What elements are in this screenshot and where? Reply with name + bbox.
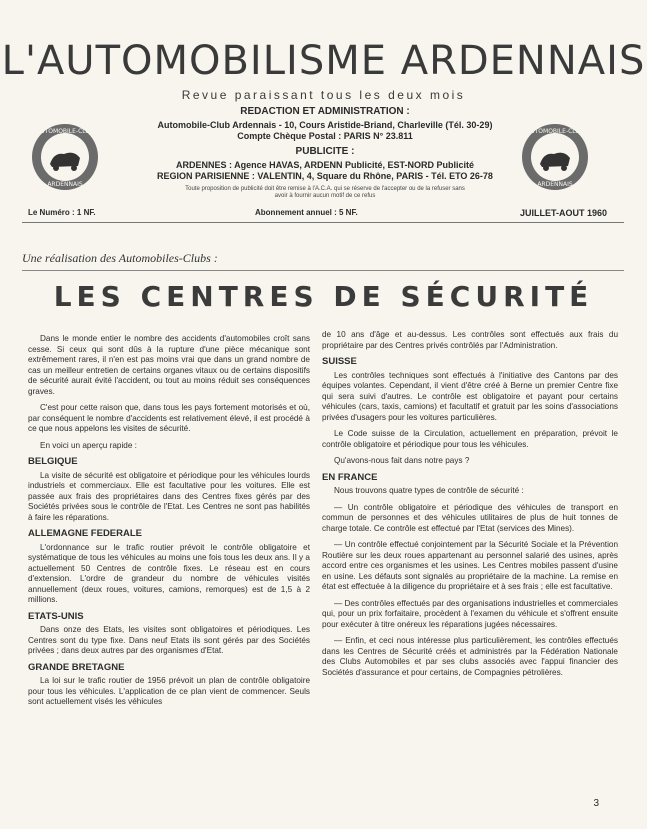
paragraph: — Un contrôle effectué conjointement par la Sécurité Sociale et la Prévention Routière sur les deux roues appartenant au personnel salarié des usines, après accord entre ces organismes et les usines. Les Centres mobiles passent d'usine en usine. Les défauts sont signalés au propriétaire de la machine. La remise en état est effectuée à la diligence du propriétaire et à ses frais ; elle est facultative.	[322, 540, 618, 591]
publicite-ardennes: ARDENNES : Agence HAVAS, ARDENN Publicité, EST-NORD Publicité	[175, 160, 475, 170]
club-emblem-right	[520, 122, 590, 192]
article-column-right	[322, 330, 618, 684]
emblem-text-bottom: ARDENNAIS	[537, 181, 573, 188]
postal-cheque: Compte Chèque Postal : PARIS N° 23.811	[237, 131, 413, 141]
section-heading: BELGIQUE	[28, 456, 78, 467]
paragraph: C'est pour cette raison que, dans tous les pays fortement motorisés et où, par conséquent le nombre d'accidents est relativement élevé, il est procédé à ce que nous appelons les visites de sécurité.	[28, 403, 310, 433]
paragraph: Nous trouvons quatre types de contrôle de sécurité :	[334, 486, 524, 495]
paragraph: Qu'avons-nous fait dans notre pays ?	[334, 456, 470, 465]
paragraph: — Enfin, et ceci nous intéresse plus particulièrement, les contrôles effectués dans les Centres de Sécurité créés et administrés par la Fédération Nationale des Clubs Automobiles et par ses clubs associés avec l'appui financier des Sociétés d'assurance et pour certains, de Compagnies pétrolières.	[322, 636, 618, 677]
paragraph: Dans onze des Etats, les visites sont obligatoires et périodiques. Les Centres sont du type fixe. Dans neuf Etats ils sont gérés par des Sociétés privées ; dans deux autres par des organismes d'Etat.	[28, 625, 310, 655]
section-heading: ALLEMAGNE FEDERALE	[28, 528, 142, 539]
kicker-divider	[22, 270, 624, 271]
emblem-text-top: AUTOMOBILE-CLUB	[36, 128, 94, 135]
paragraph: de 10 ans d'âge et au-dessus. Les contrôles sont effectués aux frais du propriétaire par des Centres privés contrôlés par l'Administration.	[322, 330, 618, 350]
journal-title: L'AUTOMOBILISME ARDENNAIS	[1, 38, 646, 84]
paragraph: Les contrôles techniques sont effectués à l'initiative des Cantons par des équipes volantes. Cependant, il vient d'être créé à Berne un premier Centre fixe qui sera suivi d'autres. Le contrôle est obligatoire et payant pour certains véhicules (cars, taxis, camions) et facultatif et gratuit par les soins d'associations privées d'usagers pour les voitures particulières.	[322, 370, 618, 422]
section-heading: EN FRANCE	[322, 471, 378, 483]
section-heading: ETATS-UNIS	[28, 610, 84, 622]
paragraph: Dans le monde entier le nombre des accidents d'automobiles croît sans cesse. Si ceux qui sont dûs à la rupture d'une pièce mécanique sont extrêmement rares, il n'en est pas moins vrai que dans un grand nombre de cas un meilleur entretien de certains organes vitaux ou de certains dispositifs de sécurité aurait évité l'accident, ou tout au moins réduit ses conséquences graves.	[28, 334, 310, 396]
automobile-club-emblem-icon	[520, 122, 590, 192]
redaction-heading: REDACTION ET ADMINISTRATION :	[240, 106, 410, 117]
publicite-paris: REGION PARISIENNE : VALENTIN, 4, Square du Rhône, PARIS - Tél. ETO 26-78	[157, 171, 493, 181]
annual-subscription: Abonnement annuel : 5 NF.	[255, 208, 358, 217]
section-heading: GRANDE BRETAGNE	[28, 661, 125, 673]
page-number: 3	[593, 798, 599, 809]
header-divider	[22, 222, 624, 223]
paragraph: — Un contrôle obligatoire et périodique des véhicules de transport en commun de personnes et des véhicules utilitaires de plus de huit tonnes de charge totale. Ce contrôle est effectué par l'Etat (services des Mines).	[322, 502, 618, 533]
club-emblem-left	[30, 122, 100, 192]
club-address: Automobile-Club Ardennais - 10, Cours Aristide-Briand, Charleville (Tél. 30-29)	[157, 120, 493, 130]
paragraph: La visite de sécurité est obligatoire et périodique pour les véhicules lourds industriels et commerciaux. Elle est facultative pour les voitures. Elle est passée aux frais des propriétaires dans des Centres fixes gérés par des Sociétés privées sous le contrôle de l'Etat. Les Centres ne sont pas habilités à faire les réparations.	[28, 470, 310, 522]
paragraph: — Des contrôles effectués par des organisations industrielles et commerciales qui, pour un prix forfaitaire, procèdent à l'examen du véhicule et s'offrent ensuite pour exécuter à titre onéreux les réparations jugées nécessaires.	[322, 598, 618, 629]
advertising-notice: Toute proposition de publicité doit être remise à l'A.C.A. qui se réserve de l'accepter ou de la refuser sans avoir à fournir aucun motif de ce refus	[185, 186, 465, 199]
article-column-left	[28, 334, 310, 714]
emblem-text-bottom: ARDENNAIS	[47, 181, 83, 188]
emblem-text-top: AUTOMOBILE-CLUB	[526, 128, 584, 135]
paragraph: En voici un aperçu rapide :	[40, 440, 137, 450]
section-heading: SUISSE	[322, 356, 357, 367]
publicite-heading: PUBLICITE :	[295, 146, 355, 157]
paragraph: Le Code suisse de la Circulation, actuellement en préparation, prévoit le contrôle obligatoire et périodique pour tous les véhicules.	[322, 429, 618, 449]
automobile-club-emblem-icon	[30, 122, 100, 192]
paragraph: L'ordonnance sur le trafic routier prévoit le contrôle obligatoire et systématique de tous les véhicules au moins une fois tous les deux ans. Il y a actuellement 50 Centres de contrôle fixes. Le réseau est en cours d'extension. L'ordre de grandeur du nombre de véhicules visités annuellement (deux roues, voitures, camions, remorques) est de 1,5 à 2 millions.	[28, 542, 310, 604]
article-headline: LES CENTRES DE SÉCURITÉ	[53, 280, 594, 313]
article-kicker: Une réalisation des Automobiles-Clubs :	[22, 251, 218, 265]
issue-date: JUILLET-AOUT 1960	[520, 208, 608, 218]
journal-subtitle: Revue paraissant tous les deux mois	[181, 88, 466, 102]
paragraph: La loi sur le trafic routier de 1956 prévoit un plan de contrôle obligatoire pour tous les véhicules. L'application de ce plan vient de commencer. Seuls sont actuellement visés les véhicules	[28, 676, 310, 706]
issue-price: Le Numéro : 1 NF.	[28, 208, 96, 217]
